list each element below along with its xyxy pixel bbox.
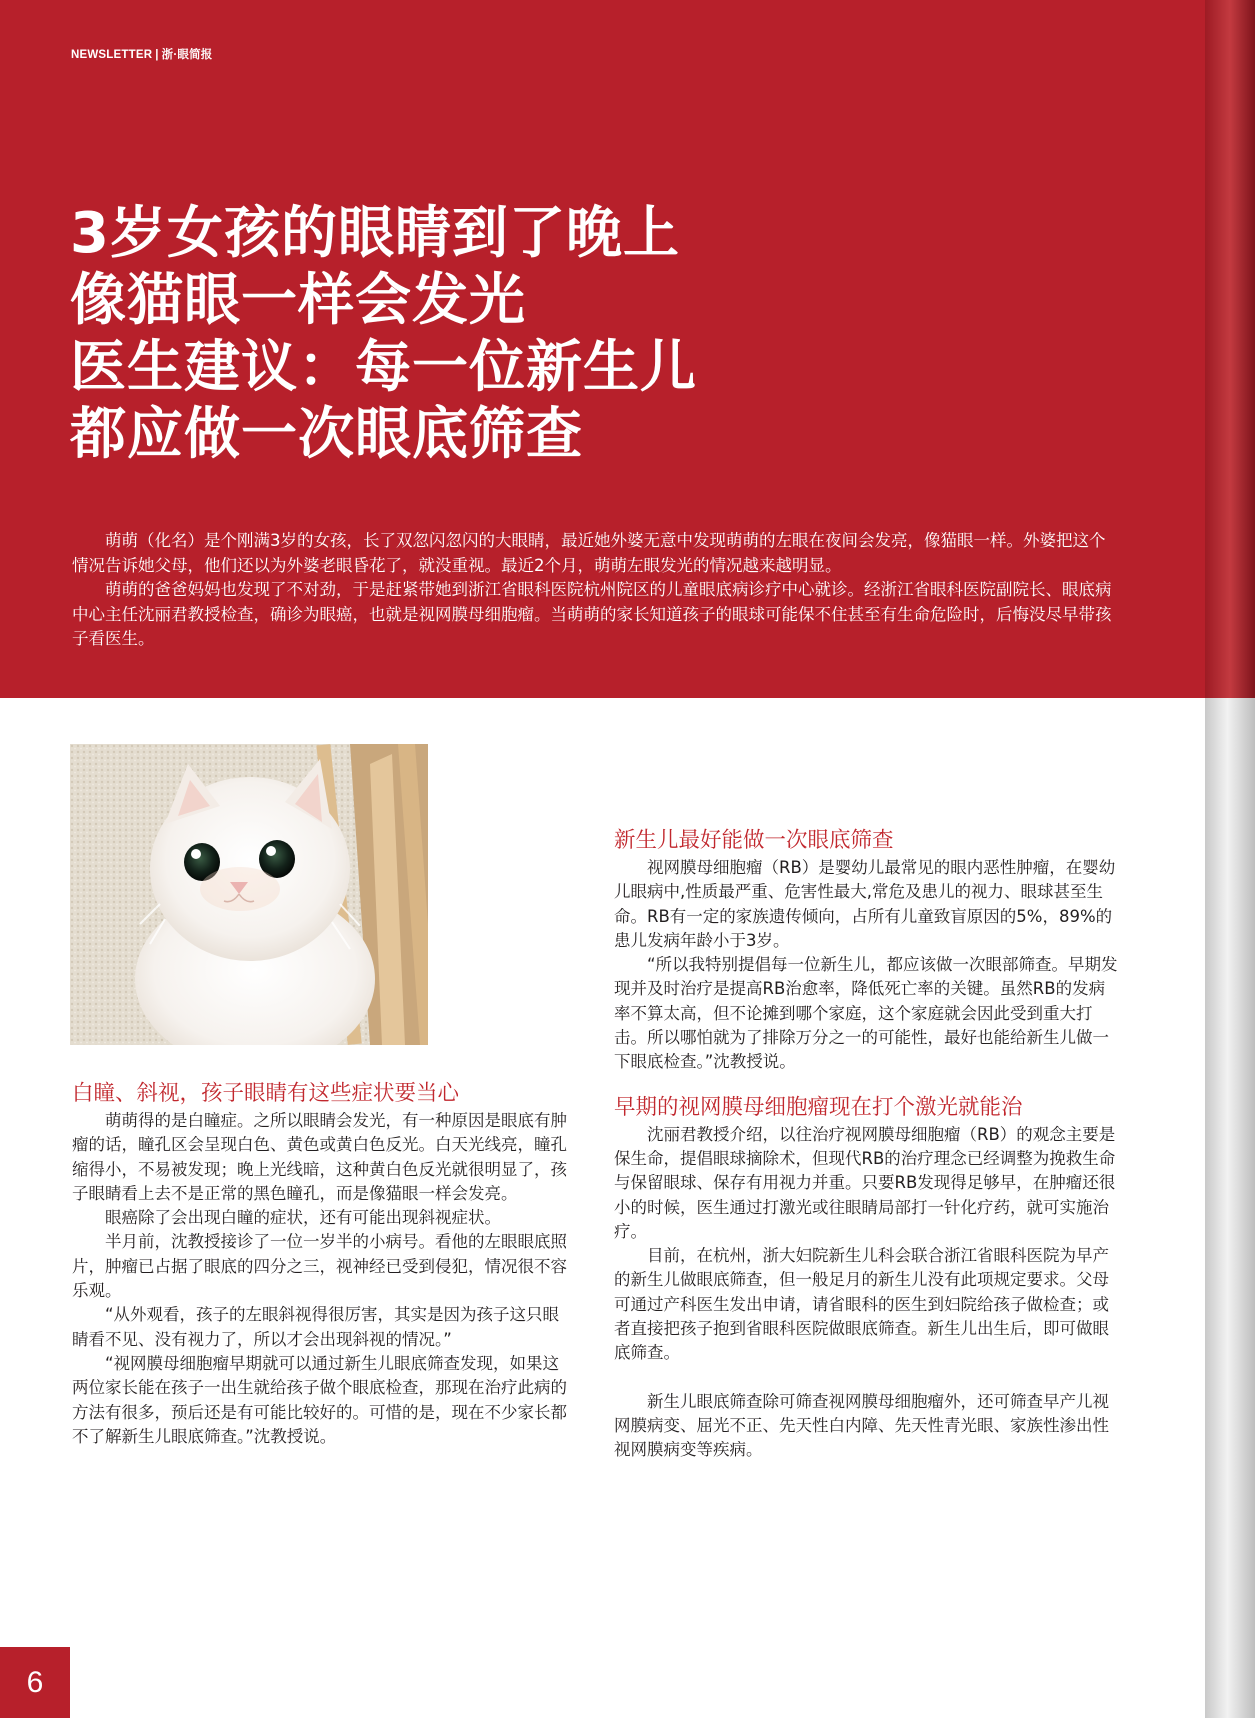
symptoms-paragraph-4: “从外观看，孩子的左眼斜视得很厉害，其实是因为孩子这只眼睛看不见、没有视力了，所以才会出现斜视的情况。” [72, 1305, 560, 1349]
newsletter-word: NEWSLETTER [71, 49, 153, 61]
spacer [614, 1075, 1118, 1093]
treatment-paragraph-1: 沈丽君教授介绍，以往治疗视网膜母细胞瘤（RB）的观念主要是保生命，提倡眼球摘除术，但现代RB的治疗理念已经调整为挽救生命与保留眼球、保存有用视力并重。只要RB发现得足够早，在肿瘤还很小的时候，医生通过打激光或往眼睛局部打一针化疗药，就可实施治疗。 [614, 1124, 1116, 1241]
closing-paragraph: 新生儿眼底筛查除可筛查视网膜母细胞瘤外，还可筛查早产儿视网膜病变、屈光不正、先天性白内障、先天性青光眼、家族性渗出性视网膜病变等疾病。 [614, 1391, 1109, 1460]
page-number: 6 [0, 1647, 70, 1718]
left-column [72, 1079, 575, 1449]
title-line-3: 医生建议：每一位新生儿 [70, 335, 697, 400]
intro-text [72, 529, 1118, 652]
page-spine-shadow-top [1205, 0, 1255, 698]
publication-name: 浙·眼简报 [161, 49, 213, 61]
intro-paragraph-2: 萌萌的爸爸妈妈也发现了不对劲，于是赶紧带她到浙江省眼科医院杭州院区的儿童眼底病诊疗中心就诊。经浙江省眼科医院副院长、眼底病中心主任沈丽君教授检查，确诊为眼癌，也就是视网膜母细胞瘤。当萌萌的家长知道孩子的眼球可能保不住甚至有生命危险时，后悔没尽早带孩子看医生。 [72, 580, 1112, 648]
cat-illustration [70, 744, 428, 1045]
treatment-paragraph-2: 目前，在杭州，浙大妇院新生儿科会联合浙江省眼科医院为早产的新生儿做眼底筛查，但一般足月的新生儿没有此项规定要求。父母可通过产科医生发出申请，请省眼科的医生到妇院给孩子做检查；或者直接把孩子抱到省眼科医院做眼底筛查。新生儿出生后，即可做眼底筛查。 [614, 1246, 1109, 1363]
section-heading-treatment: 早期的视网膜母细胞瘤现在打个激光就能治 [614, 1094, 1023, 1120]
section-heading-screening: 新生儿最好能做一次眼底筛查 [614, 828, 894, 853]
title-line-2: 像猫眼一样会发光 [70, 268, 526, 333]
screening-paragraph-2: “所以我特别提倡每一位新生儿，都应该做一次眼部筛查。早期发现并及时治疗是提高RB治愈率，降低死亡率的关键。虽然RB的发病率不算太高，但不论摊到哪个家庭，这个家庭就会因此受到重大打击。所以哪怕就为了排除万分之一的可能性，最好也能给新生儿做一下眼底检查。”沈教授说。 [614, 955, 1118, 1072]
newsletter-separator: | [155, 49, 159, 61]
spacer [614, 1366, 1118, 1390]
symptoms-paragraph-3: 半月前，沈教授接诊了一位一岁半的小病号。看他的左眼眼底照片，肿瘤已占据了眼底的四分之三，视神经已受到侵犯，情况很不容乐观。 [72, 1232, 567, 1301]
title-line-4: 都应做一次眼底筛查 [70, 402, 583, 467]
title-line-1: 3岁女孩的眼睛到了晚上 [70, 201, 680, 266]
cat-photo [70, 744, 428, 1045]
article-title [70, 200, 810, 468]
intro-paragraph-1: 萌萌（化名）是个刚满3岁的女孩，长了双忽闪忽闪的大眼睛，最近她外婆无意中发现萌萌的左眼在夜间会发亮，像猫眼一样。外婆把这个情况告诉她父母，他们还以为外婆老眼昏花了，就没重视。最近2个月，萌萌左眼发光的情况越来越明显。 [72, 531, 1106, 575]
newsletter-label [71, 46, 213, 62]
symptoms-paragraph-5: “视网膜母细胞瘤早期就可以通过新生儿眼底筛查发现，如果这两位家长能在孩子一出生就给孩子做个眼底检查，那现在治疗此病的方法有很多，预后还是有可能比较好的。可惜的是，现在不少家长都不了解新生儿眼底筛查。”沈教授说。 [72, 1353, 567, 1446]
symptoms-paragraph-1: 萌萌得的是白瞳症。之所以眼睛会发光，有一种原因是眼底有肿瘤的话，瞳孔区会呈现白色、黄色或黄白色反光。白天光线亮，瞳孔缩得小，不易被发现；晚上光线暗，这种黄白色反光就很明显了，孩子眼睛看上去不是正常的黑色瞳孔，而是像猫眼一样会发亮。 [72, 1111, 567, 1203]
symptoms-paragraph-2: 眼癌除了会出现白瞳的症状，还有可能出现斜视症状。 [105, 1208, 501, 1228]
section-heading-symptoms: 白瞳、斜视，孩子眼睛有这些症状要当心 [72, 1081, 460, 1106]
right-column [614, 826, 1118, 1463]
screening-paragraph-1: 视网膜母细胞瘤（RB）是婴幼儿最常见的眼内恶性肿瘤，在婴幼儿眼病中,性质最严重、危害性最大,常危及患儿的视力、眼球甚至生命。RB有一定的家族遗传倾向，占所有儿童致盲原因的5%，89%的患儿发病年龄小于3岁。 [614, 858, 1116, 950]
